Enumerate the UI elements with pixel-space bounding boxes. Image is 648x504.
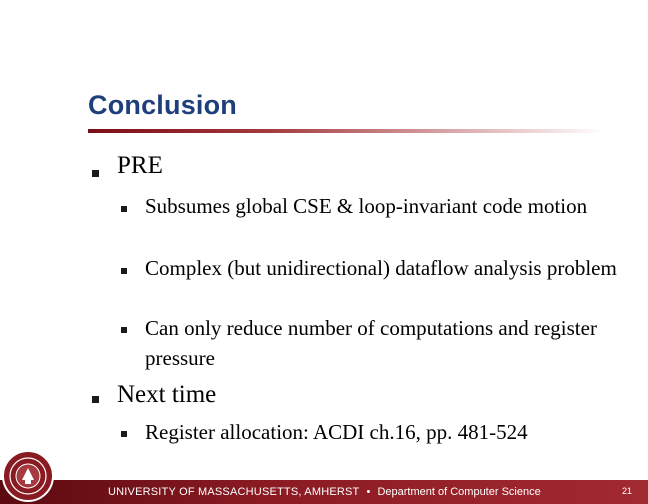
slide-title: Conclusion	[88, 90, 237, 120]
footer-department: Department of Computer Science	[377, 486, 541, 498]
sub-bullet-text: Subsumes global CSE & loop-invariant code motion	[145, 194, 588, 218]
umass-seal-icon	[2, 450, 54, 502]
sub-bullet-marker	[121, 327, 127, 333]
bullet-pre: PRE	[117, 152, 163, 179]
sub-bullet-text: Register allocation: ACDI ch.16, pp. 481-524	[145, 420, 528, 444]
bullet-marker	[92, 170, 99, 177]
sub-bullet-marker	[121, 206, 127, 212]
footer-university: UNIVERSITY OF MASSACHUSETTS, AMHERST	[108, 486, 360, 498]
page-number: 21	[621, 486, 632, 496]
bullet-marker	[92, 396, 99, 403]
sub-bullet-marker	[121, 268, 127, 274]
footer-separator: •	[366, 486, 371, 498]
sub-bullet-text: Complex (but unidirectional) dataflow analysis problem	[145, 256, 617, 280]
footer-text	[108, 486, 541, 498]
sub-bullet-text: Can only reduce number of computations and register pressure	[145, 316, 597, 370]
bullet-next-time: Next time	[117, 381, 217, 408]
title-underline	[88, 129, 606, 133]
sub-bullet-marker	[121, 431, 127, 437]
